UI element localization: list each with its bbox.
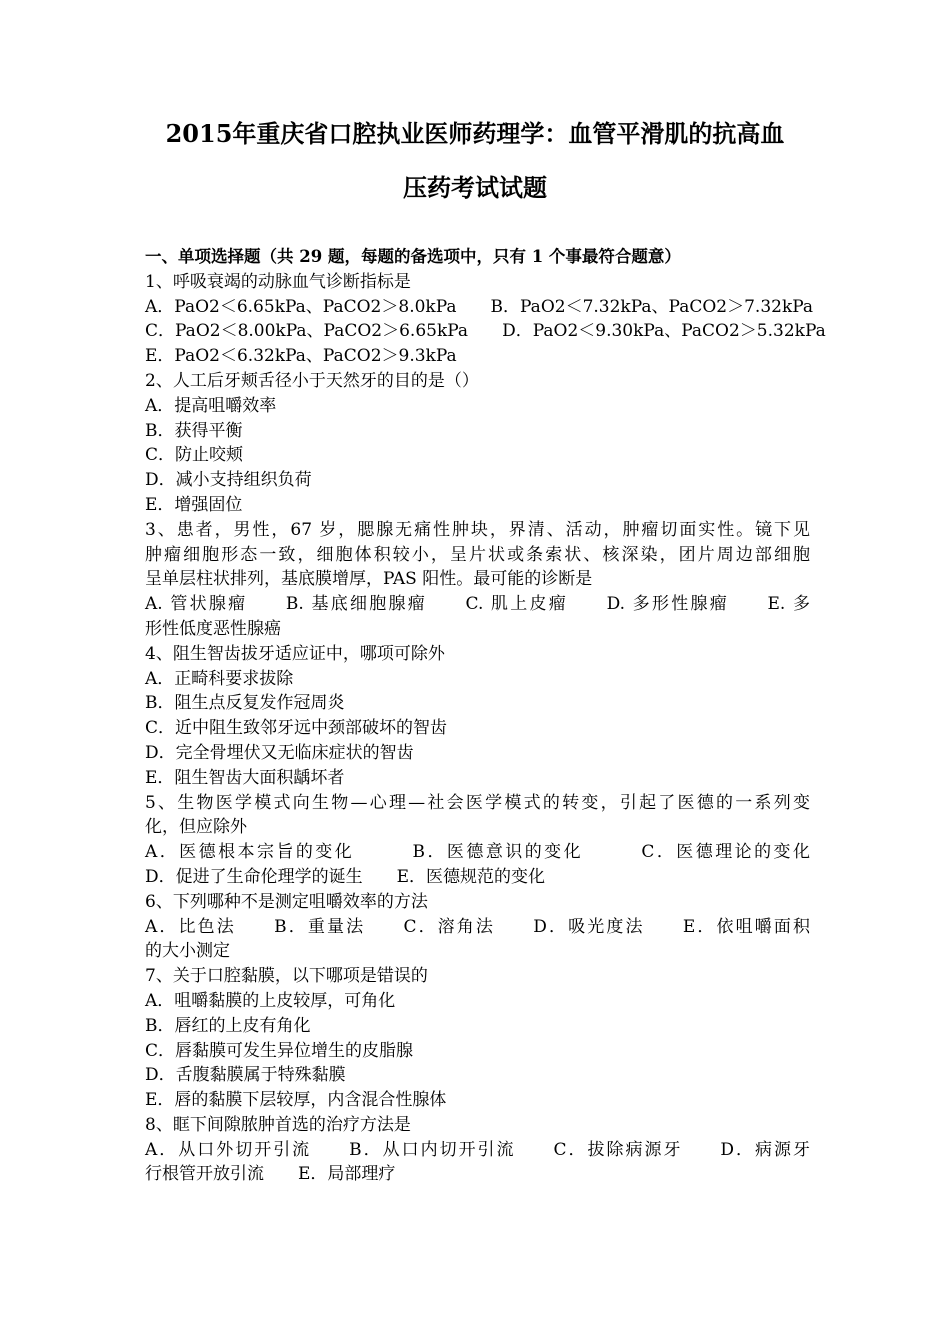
document-body <box>145 245 826 1187</box>
text-line: A. 管状腺瘤 B. 基底细胞腺瘤 C. 肌上皮瘤 D. 多形性腺瘤 E. 多 <box>145 594 810 615</box>
text-line: 的大小测定 <box>145 941 230 962</box>
text-line: D．舌腹黏膜属于特殊黏膜 <box>145 1065 346 1086</box>
text-line: 肿瘤细胞形态一致，细胞体积较小，呈片状或条索状、核深染，团片周边部细胞 <box>145 544 810 565</box>
text-line: A．比色法 B．重量法 C．溶角法 D．吸光度法 E．依咀嚼面积 <box>145 916 810 937</box>
text-line: 形性低度恶性腺癌 <box>145 618 281 639</box>
document-title-line-2: 压药考试试题 <box>403 173 547 202</box>
text-line: A．从口外切开引流 B．从口内切开引流 C．拔除病源牙 D．病源牙 <box>145 1139 810 1160</box>
text-line: A．咀嚼黏膜的上皮较厚，可角化 <box>145 990 396 1011</box>
text-line: C．PaO2＜8.00kPa、PaCO2＞6.65kPa D．PaO2＜9.30kPa、PaCO2＞5.32kPa <box>145 321 826 342</box>
text-line: 呈单层柱状排列，基底膜增厚，PAS 阳性。最可能的诊断是 <box>145 569 593 590</box>
text-line: D．促进了生命伦理学的诞生 E．医德规范的变化 <box>145 866 546 887</box>
text-line: A．正畸科要求拔除 <box>145 668 294 689</box>
text-line: D．减小支持组织负荷 <box>145 470 312 491</box>
text-line: B．获得平衡 <box>145 420 243 441</box>
text-line: C．唇黏膜可发生异位增生的皮脂腺 <box>145 1040 414 1061</box>
text-line: A．PaO2＜6.65kPa、PaCO2＞8.0kPa B．PaO2＜7.32kPa、PaCO2＞7.32kPa <box>145 296 814 317</box>
text-line: A．医德根本宗旨的变化 B．医德意识的变化 C．医德理论的变化 <box>145 842 810 863</box>
text-line: 2、人工后牙颊舌径小于天然牙的目的是（） <box>145 370 479 391</box>
document-title-line-1: 2015年重庆省口腔执业医师药理学：血管平滑肌的抗高血 <box>165 119 785 148</box>
text-line: 8、眶下间隙脓肿首选的治疗方法是 <box>145 1114 411 1135</box>
text-line: E．PaO2＜6.32kPa、PaCO2＞9.3kPa <box>145 346 457 367</box>
text-line: B．唇红的上皮有角化 <box>145 1015 311 1036</box>
text-line: 7、关于口腔黏膜，以下哪项是错误的 <box>145 966 428 987</box>
text-line: 1、呼吸衰竭的动脉血气诊断指标是 <box>145 271 411 292</box>
text-line: D．完全骨埋伏又无临床症状的智齿 <box>145 742 414 763</box>
text-line: B．阻生点反复发作冠周炎 <box>145 693 345 714</box>
text-line: 化，但应除外 <box>145 817 247 838</box>
section-heading: 一、单项选择题（共 29 题，每题的备选项中，只有 1 个事最符合题意） <box>145 247 681 266</box>
text-line: E．增强固位 <box>145 494 243 515</box>
text-line: 4、阻生智齿拔牙适应证中，哪项可除外 <box>145 643 445 664</box>
text-line: 3、患者，男性，67 岁，腮腺无痛性肿块，界清、活动，肿瘤切面实性。镜下见 <box>145 519 810 540</box>
text-line: 6、下列哪种不是测定咀嚼效率的方法 <box>145 891 428 912</box>
text-line: C．近中阻生致邻牙远中颈部破坏的智齿 <box>145 718 448 739</box>
text-line: 行根管开放引流 E．局部理疗 <box>145 1164 396 1185</box>
text-line: C．防止咬颊 <box>145 445 244 466</box>
text-line: 5、生物医学模式向生物—心理—社会医学模式的转变，引起了医德的一系列变 <box>145 792 810 813</box>
text-line: A．提高咀嚼效率 <box>145 395 277 416</box>
text-line: E．阻生智齿大面积龋坏者 <box>145 767 345 788</box>
text-line: E．唇的黏膜下层较厚，内含混合性腺体 <box>145 1090 447 1111</box>
